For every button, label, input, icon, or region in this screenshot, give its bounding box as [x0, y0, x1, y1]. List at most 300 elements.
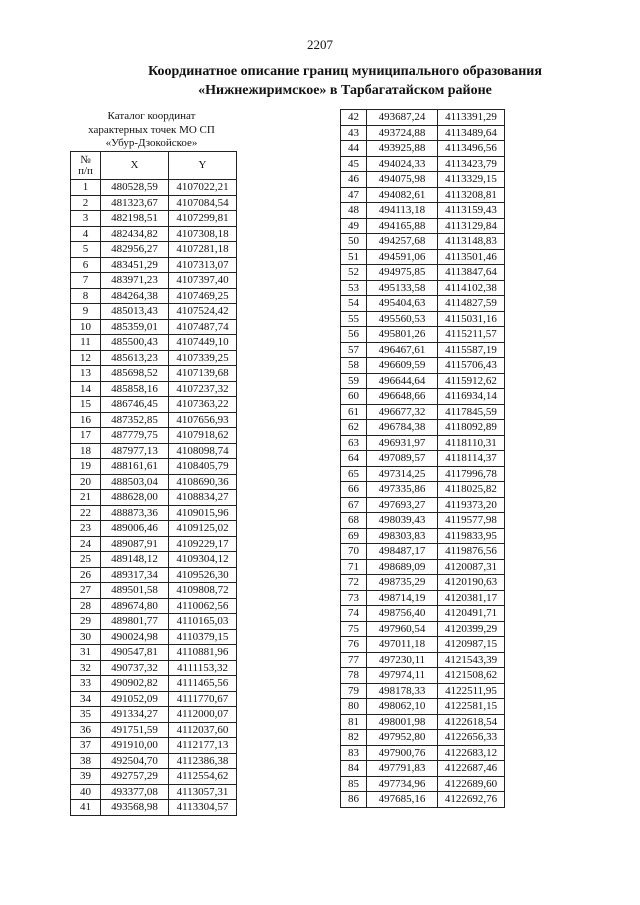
y-coordinate: 4109808,72 [169, 583, 237, 599]
point-number: 81 [341, 714, 367, 730]
table-row [71, 226, 237, 242]
point-number: 17 [71, 428, 101, 444]
table-row [71, 459, 237, 475]
table-row [71, 319, 237, 335]
point-number: 56 [341, 327, 367, 343]
y-coordinate: 4112037,60 [169, 722, 237, 738]
point-number: 4 [71, 226, 101, 242]
y-coordinate: 4115587,19 [438, 342, 505, 358]
point-number: 13 [71, 366, 101, 382]
x-coordinate: 497791,83 [367, 761, 438, 777]
point-number: 70 [341, 544, 367, 560]
x-coordinate: 498487,17 [367, 544, 438, 560]
y-coordinate: 4118110,31 [438, 435, 505, 451]
y-coordinate: 4107487,74 [169, 319, 237, 335]
point-number: 37 [71, 738, 101, 754]
y-coordinate: 4110379,15 [169, 629, 237, 645]
point-number: 28 [71, 598, 101, 614]
point-number: 1 [71, 180, 101, 196]
x-coordinate: 497685,16 [367, 792, 438, 808]
y-coordinate: 4122511,95 [438, 683, 505, 699]
y-coordinate: 4122689,60 [438, 776, 505, 792]
table-row [341, 714, 505, 730]
y-coordinate: 4118114,37 [438, 451, 505, 467]
x-coordinate: 493687,24 [367, 110, 438, 126]
y-coordinate: 4120987,15 [438, 637, 505, 653]
table-row [71, 180, 237, 196]
x-coordinate: 494257,68 [367, 234, 438, 250]
y-coordinate: 4113423,79 [438, 156, 505, 172]
x-coordinate: 495801,26 [367, 327, 438, 343]
y-coordinate: 4113159,43 [438, 203, 505, 219]
y-coordinate: 4107363,22 [169, 397, 237, 413]
table-row [341, 761, 505, 777]
table-row [341, 435, 505, 451]
table-row [341, 745, 505, 761]
table-row [341, 420, 505, 436]
table-row [71, 412, 237, 428]
x-coordinate: 487779,75 [101, 428, 169, 444]
table-row [341, 141, 505, 157]
point-number: 75 [341, 621, 367, 637]
header-number-abbrev: п/п [78, 164, 93, 177]
point-number: 35 [71, 707, 101, 723]
x-coordinate: 496784,38 [367, 420, 438, 436]
y-coordinate: 4120381,17 [438, 590, 505, 606]
x-coordinate: 488161,61 [101, 459, 169, 475]
x-coordinate: 490902,82 [101, 676, 169, 692]
point-number: 85 [341, 776, 367, 792]
x-coordinate: 497011,18 [367, 637, 438, 653]
y-coordinate: 4111153,32 [169, 660, 237, 676]
y-coordinate: 4118025,82 [438, 482, 505, 498]
x-coordinate: 489501,58 [101, 583, 169, 599]
y-coordinate: 4113148,83 [438, 234, 505, 250]
point-number: 46 [341, 172, 367, 188]
y-coordinate: 4113489,64 [438, 125, 505, 141]
y-coordinate: 4120190,63 [438, 575, 505, 591]
y-coordinate: 4119876,56 [438, 544, 505, 560]
point-number: 23 [71, 521, 101, 537]
y-coordinate: 4120491,71 [438, 606, 505, 622]
table-row [341, 110, 505, 126]
point-number: 5 [71, 242, 101, 258]
x-coordinate: 490547,81 [101, 645, 169, 661]
point-number: 48 [341, 203, 367, 219]
point-number: 14 [71, 381, 101, 397]
y-coordinate: 4107469,25 [169, 288, 237, 304]
y-coordinate: 4109015,96 [169, 505, 237, 521]
x-coordinate: 489087,91 [101, 536, 169, 552]
x-coordinate: 494082,61 [367, 187, 438, 203]
table-row [341, 358, 505, 374]
point-number: 26 [71, 567, 101, 583]
point-number: 52 [341, 265, 367, 281]
table-row [341, 544, 505, 560]
x-coordinate: 498714,19 [367, 590, 438, 606]
y-coordinate: 4107281,18 [169, 242, 237, 258]
point-number: 64 [341, 451, 367, 467]
caption-line-1: Каталог координат [107, 110, 196, 122]
table-row [71, 629, 237, 645]
point-number: 55 [341, 311, 367, 327]
y-coordinate: 4117996,78 [438, 466, 505, 482]
y-coordinate: 4112554,62 [169, 769, 237, 785]
table-row [341, 652, 505, 668]
table-row [71, 753, 237, 769]
y-coordinate: 4111770,67 [169, 691, 237, 707]
point-number: 10 [71, 319, 101, 335]
table-row [71, 800, 237, 816]
table-row [71, 521, 237, 537]
y-coordinate: 4110881,96 [169, 645, 237, 661]
point-number: 36 [71, 722, 101, 738]
x-coordinate: 494024,33 [367, 156, 438, 172]
x-coordinate: 482956,27 [101, 242, 169, 258]
x-coordinate: 494165,88 [367, 218, 438, 234]
y-coordinate: 4121543,39 [438, 652, 505, 668]
point-number: 71 [341, 559, 367, 575]
x-coordinate: 496648,66 [367, 389, 438, 405]
y-coordinate: 4107237,32 [169, 381, 237, 397]
point-number: 9 [71, 304, 101, 320]
table-row [71, 769, 237, 785]
point-number: 76 [341, 637, 367, 653]
x-coordinate: 497230,11 [367, 652, 438, 668]
y-coordinate: 4120399,29 [438, 621, 505, 637]
point-number: 54 [341, 296, 367, 312]
x-coordinate: 495560,53 [367, 311, 438, 327]
y-coordinate: 4113129,84 [438, 218, 505, 234]
y-coordinate: 4107397,40 [169, 273, 237, 289]
point-number: 11 [71, 335, 101, 351]
point-number: 84 [341, 761, 367, 777]
y-coordinate: 4119577,98 [438, 513, 505, 529]
y-coordinate: 4107524,42 [169, 304, 237, 320]
x-coordinate: 489801,77 [101, 614, 169, 630]
y-coordinate: 4112177,13 [169, 738, 237, 754]
x-coordinate: 489148,12 [101, 552, 169, 568]
y-coordinate: 4107308,18 [169, 226, 237, 242]
y-coordinate: 4107299,81 [169, 211, 237, 227]
table-row [341, 342, 505, 358]
table-row [71, 505, 237, 521]
y-coordinate: 4120087,31 [438, 559, 505, 575]
y-coordinate: 4109125,02 [169, 521, 237, 537]
x-coordinate: 498303,83 [367, 528, 438, 544]
y-coordinate: 4113304,57 [169, 800, 237, 816]
x-coordinate: 491910,00 [101, 738, 169, 754]
y-coordinate: 4115706,43 [438, 358, 505, 374]
y-coordinate: 4113847,64 [438, 265, 505, 281]
y-coordinate: 4112000,07 [169, 707, 237, 723]
y-coordinate: 4107313,07 [169, 257, 237, 273]
y-coordinate: 4122683,12 [438, 745, 505, 761]
x-coordinate: 485013,43 [101, 304, 169, 320]
x-coordinate: 493377,08 [101, 784, 169, 800]
table-row [71, 707, 237, 723]
x-coordinate: 497952,80 [367, 730, 438, 746]
x-coordinate: 485858,16 [101, 381, 169, 397]
point-number: 51 [341, 249, 367, 265]
point-number: 67 [341, 497, 367, 513]
table-row [71, 738, 237, 754]
x-coordinate: 497900,76 [367, 745, 438, 761]
x-coordinate: 485613,23 [101, 350, 169, 366]
y-coordinate: 4122656,33 [438, 730, 505, 746]
point-number: 40 [71, 784, 101, 800]
y-coordinate: 4113329,15 [438, 172, 505, 188]
table-row [341, 466, 505, 482]
table-row [71, 443, 237, 459]
x-coordinate: 482434,82 [101, 226, 169, 242]
x-coordinate: 496609,59 [367, 358, 438, 374]
table-row [341, 156, 505, 172]
y-coordinate: 4108405,79 [169, 459, 237, 475]
table-row [341, 699, 505, 715]
y-coordinate: 4107449,10 [169, 335, 237, 351]
table-row [71, 273, 237, 289]
x-coordinate: 496931,97 [367, 435, 438, 451]
y-coordinate: 4116934,14 [438, 389, 505, 405]
x-coordinate: 481323,67 [101, 195, 169, 211]
table-row [71, 195, 237, 211]
table-row [341, 482, 505, 498]
y-coordinate: 4115912,62 [438, 373, 505, 389]
x-coordinate: 493925,88 [367, 141, 438, 157]
table-row [341, 637, 505, 653]
x-coordinate: 494591,06 [367, 249, 438, 265]
point-number: 63 [341, 435, 367, 451]
caption-line-3: «Убур-Дзокойское» [105, 137, 198, 149]
x-coordinate: 498001,98 [367, 714, 438, 730]
document-title [110, 62, 580, 100]
table-row [71, 552, 237, 568]
y-coordinate: 4118092,89 [438, 420, 505, 436]
x-coordinate: 497335,86 [367, 482, 438, 498]
y-coordinate: 4113496,56 [438, 141, 505, 157]
point-number: 30 [71, 629, 101, 645]
table-row [71, 722, 237, 738]
x-coordinate: 488873,36 [101, 505, 169, 521]
table-row [341, 280, 505, 296]
point-number: 31 [71, 645, 101, 661]
point-number: 86 [341, 792, 367, 808]
x-coordinate: 491334,27 [101, 707, 169, 723]
table-row [71, 350, 237, 366]
table-row [71, 335, 237, 351]
point-number: 72 [341, 575, 367, 591]
table-row [341, 606, 505, 622]
table-row [71, 691, 237, 707]
table-row [71, 784, 237, 800]
table-row [341, 389, 505, 405]
coordinates-table-right [340, 109, 505, 808]
x-coordinate: 494975,85 [367, 265, 438, 281]
point-number: 45 [341, 156, 367, 172]
point-number: 83 [341, 745, 367, 761]
x-coordinate: 492757,29 [101, 769, 169, 785]
header-number-symbol: № [80, 153, 91, 166]
point-number: 61 [341, 404, 367, 420]
title-line-1: Координатное описание границ муниципального образования [148, 64, 542, 79]
y-coordinate: 4122687,46 [438, 761, 505, 777]
y-coordinate: 4108834,27 [169, 490, 237, 506]
x-coordinate: 497089,57 [367, 451, 438, 467]
y-coordinate: 4111465,56 [169, 676, 237, 692]
point-number: 50 [341, 234, 367, 250]
x-coordinate: 494113,18 [367, 203, 438, 219]
x-coordinate: 491052,09 [101, 691, 169, 707]
x-coordinate: 490024,98 [101, 629, 169, 645]
table-row [341, 265, 505, 281]
point-number: 39 [71, 769, 101, 785]
x-coordinate: 497314,25 [367, 466, 438, 482]
y-coordinate: 4117845,59 [438, 404, 505, 420]
header-number [71, 152, 101, 180]
table-row [71, 676, 237, 692]
table-row [341, 203, 505, 219]
table-row [341, 559, 505, 575]
x-coordinate: 497734,96 [367, 776, 438, 792]
page-number: 2207 [307, 37, 333, 52]
x-coordinate: 498689,09 [367, 559, 438, 575]
point-number: 19 [71, 459, 101, 475]
y-coordinate: 4110165,03 [169, 614, 237, 630]
table-row [71, 490, 237, 506]
x-coordinate: 492504,70 [101, 753, 169, 769]
point-number: 44 [341, 141, 367, 157]
table-row [71, 614, 237, 630]
point-number: 38 [71, 753, 101, 769]
x-coordinate: 497960,54 [367, 621, 438, 637]
x-coordinate: 489006,46 [101, 521, 169, 537]
point-number: 6 [71, 257, 101, 273]
right-table-body [341, 110, 505, 808]
left-table-body [71, 180, 237, 816]
table-row [341, 683, 505, 699]
table-row [341, 776, 505, 792]
table-row [341, 621, 505, 637]
y-coordinate: 4109229,17 [169, 536, 237, 552]
point-number: 33 [71, 676, 101, 692]
point-number: 74 [341, 606, 367, 622]
point-number: 3 [71, 211, 101, 227]
x-coordinate: 496677,32 [367, 404, 438, 420]
table-row [71, 583, 237, 599]
point-number: 42 [341, 110, 367, 126]
x-coordinate: 491751,59 [101, 722, 169, 738]
y-coordinate: 4113501,46 [438, 249, 505, 265]
point-number: 16 [71, 412, 101, 428]
point-number: 58 [341, 358, 367, 374]
x-coordinate: 489674,80 [101, 598, 169, 614]
y-coordinate: 4107022,21 [169, 180, 237, 196]
table-row [71, 567, 237, 583]
x-coordinate: 485359,01 [101, 319, 169, 335]
y-coordinate: 4107139,68 [169, 366, 237, 382]
x-coordinate: 485698,52 [101, 366, 169, 382]
point-number: 60 [341, 389, 367, 405]
x-coordinate: 489317,34 [101, 567, 169, 583]
table-row [341, 528, 505, 544]
x-coordinate: 497693,27 [367, 497, 438, 513]
point-number: 79 [341, 683, 367, 699]
y-coordinate: 4109526,30 [169, 567, 237, 583]
table-row [341, 404, 505, 420]
y-coordinate: 4119373,20 [438, 497, 505, 513]
caption-line-2: характерных точек МО СП [88, 123, 215, 136]
point-number: 65 [341, 466, 367, 482]
x-coordinate: 486746,45 [101, 397, 169, 413]
y-coordinate: 4107918,62 [169, 428, 237, 444]
point-number: 21 [71, 490, 101, 506]
table-row [341, 792, 505, 808]
point-number: 68 [341, 513, 367, 529]
y-coordinate: 4109304,12 [169, 552, 237, 568]
table-row [71, 598, 237, 614]
table-row [341, 327, 505, 343]
table-row [71, 288, 237, 304]
x-coordinate: 488628,00 [101, 490, 169, 506]
table-row [341, 590, 505, 606]
x-coordinate: 495133,58 [367, 280, 438, 296]
point-number: 27 [71, 583, 101, 599]
y-coordinate: 4121508,62 [438, 668, 505, 684]
x-coordinate: 483451,29 [101, 257, 169, 273]
header-y: Y [169, 152, 237, 180]
point-number: 34 [71, 691, 101, 707]
point-number: 59 [341, 373, 367, 389]
table-row [341, 373, 505, 389]
y-coordinate: 4107656,93 [169, 412, 237, 428]
x-coordinate: 496467,61 [367, 342, 438, 358]
table-row [71, 257, 237, 273]
table-row [341, 311, 505, 327]
y-coordinate: 4107084,54 [169, 195, 237, 211]
point-number: 2 [71, 195, 101, 211]
table-row [71, 536, 237, 552]
x-coordinate: 493568,98 [101, 800, 169, 816]
point-number: 80 [341, 699, 367, 715]
table-row [341, 234, 505, 250]
y-coordinate: 4114102,38 [438, 280, 505, 296]
x-coordinate: 480528,59 [101, 180, 169, 196]
point-number: 73 [341, 590, 367, 606]
x-coordinate: 493724,88 [367, 125, 438, 141]
point-number: 49 [341, 218, 367, 234]
y-coordinate: 4107339,25 [169, 350, 237, 366]
y-coordinate: 4122692,76 [438, 792, 505, 808]
x-coordinate: 498756,40 [367, 606, 438, 622]
table-row [71, 304, 237, 320]
table-row [71, 397, 237, 413]
x-coordinate: 482198,51 [101, 211, 169, 227]
table-row [341, 125, 505, 141]
y-coordinate: 4115211,57 [438, 327, 505, 343]
x-coordinate: 484264,38 [101, 288, 169, 304]
point-number: 47 [341, 187, 367, 203]
point-number: 24 [71, 536, 101, 552]
point-number: 12 [71, 350, 101, 366]
table-row [341, 451, 505, 467]
point-number: 41 [71, 800, 101, 816]
x-coordinate: 495404,63 [367, 296, 438, 312]
table-row [341, 296, 505, 312]
x-coordinate: 490737,32 [101, 660, 169, 676]
table-row [71, 428, 237, 444]
point-number: 78 [341, 668, 367, 684]
